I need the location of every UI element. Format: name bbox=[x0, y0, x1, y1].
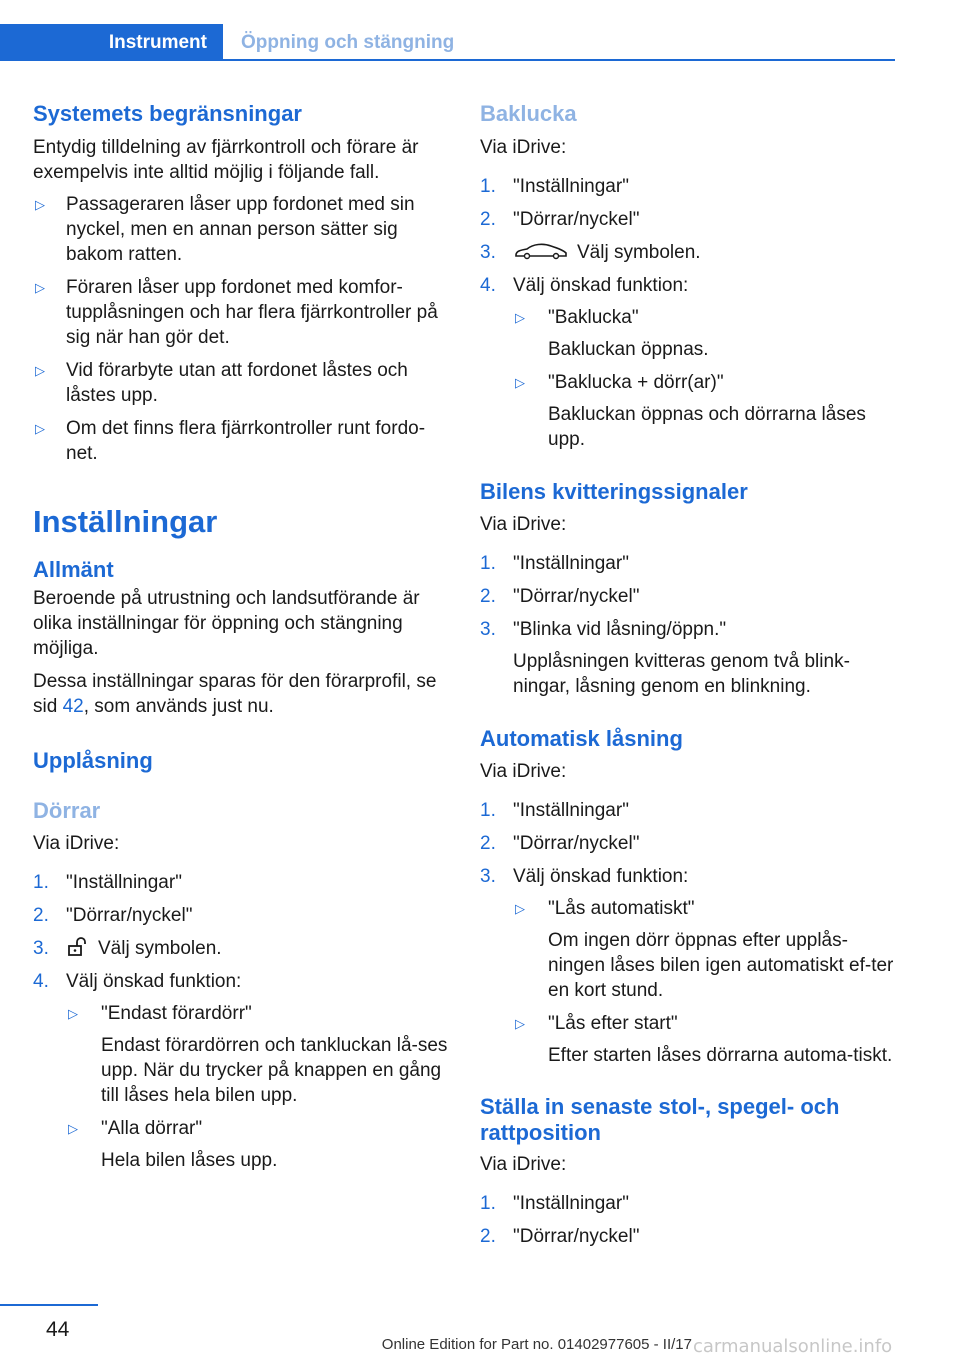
heading-doors: Dörrar bbox=[33, 798, 101, 823]
triangle-right-icon: ▷ bbox=[35, 197, 45, 212]
triangle-right-icon: ▷ bbox=[515, 1016, 525, 1031]
page-number: 44 bbox=[46, 1318, 70, 1341]
step-number: 3. bbox=[480, 242, 496, 263]
list-item bbox=[480, 551, 900, 576]
option-desc: Efter starten låses dörrarna automa-tiskt. bbox=[548, 1045, 893, 1066]
triangle-right-icon: ▷ bbox=[35, 280, 45, 295]
option-desc: Bakluckan öppnas. bbox=[548, 339, 709, 360]
via-idrive: Via iDrive: bbox=[480, 514, 567, 535]
option-title: "Lås automatiskt" bbox=[548, 898, 695, 919]
option-title: "Endast förardörr" bbox=[101, 1003, 252, 1024]
step-text: "Dörrar/nyckel" bbox=[66, 905, 193, 926]
position-steps bbox=[480, 1191, 900, 1249]
step-text: "Inställningar" bbox=[66, 872, 182, 893]
step-number: 4. bbox=[33, 971, 49, 992]
heading-general: Allmänt bbox=[33, 557, 114, 582]
triangle-right-icon: ▷ bbox=[68, 1121, 78, 1136]
step-number: 1. bbox=[480, 553, 496, 574]
trunk-steps bbox=[480, 174, 900, 452]
list-item bbox=[33, 870, 453, 895]
list-item-text: Vid förarbyte utan att fordonet låstes och låstes upp. bbox=[66, 360, 408, 406]
list-item-text: Passageraren låser upp fordonet med sin nyckel, men en annan person sätter sig bakom ratten. bbox=[66, 194, 415, 265]
list-item bbox=[480, 174, 900, 199]
list-item bbox=[480, 1191, 900, 1216]
list-item bbox=[480, 273, 900, 452]
edition-text: Online Edition for Part no. 01402977605 - II/17 bbox=[381, 1336, 692, 1353]
option-desc: Bakluckan öppnas och dörrarna låses upp. bbox=[548, 404, 866, 450]
option-desc: Om ingen dörr öppnas efter upplås-ningen låses bilen igen automatiskt ef-ter en kort stund. bbox=[548, 930, 894, 1001]
step-number: 1. bbox=[33, 872, 49, 893]
step-text: "Dörrar/nyckel" bbox=[513, 209, 640, 230]
list-item bbox=[480, 798, 900, 823]
text: Dessa inställningar sparas för den förarprofil, se sid bbox=[33, 671, 437, 717]
triangle-right-icon: ▷ bbox=[515, 310, 525, 325]
heading-position-memory: Ställa in senaste stol-, spegel- och rattposition bbox=[480, 1094, 840, 1145]
list-item bbox=[480, 584, 900, 609]
list-item bbox=[33, 192, 453, 267]
heading-unlocking: Upplåsning bbox=[33, 748, 153, 773]
step-number: 2. bbox=[480, 209, 496, 230]
step-desc: Upplåsningen kvitteras genom två blink-ningar, låsning genom en blinkning. bbox=[513, 651, 850, 697]
list-item-text: Föraren låser upp fordonet med komfor-tupplåsningen och har flera fjärrkontroller på sig när han gör det. bbox=[66, 277, 438, 348]
paragraph-general-2 bbox=[33, 669, 453, 719]
step-number: 1. bbox=[480, 800, 496, 821]
option-title: "Alla dörrar" bbox=[101, 1118, 203, 1139]
option-title: "Lås efter start" bbox=[548, 1013, 678, 1034]
signal-steps bbox=[480, 551, 900, 699]
door-options bbox=[66, 1001, 453, 1173]
limits-list bbox=[33, 192, 453, 466]
heading-trunk: Baklucka bbox=[480, 101, 577, 126]
step-text: "Dörrar/nyckel" bbox=[513, 833, 640, 854]
step-number: 4. bbox=[480, 275, 496, 296]
list-item bbox=[33, 358, 453, 408]
watermark: carmanualsonline.info bbox=[693, 1336, 893, 1357]
list-item bbox=[480, 1224, 900, 1249]
list-item bbox=[33, 936, 453, 961]
header-rule bbox=[0, 59, 895, 61]
step-number: 2. bbox=[480, 1226, 496, 1247]
heading-confirmation-signals: Bilens kvitteringssignaler bbox=[480, 479, 748, 504]
list-item bbox=[33, 969, 453, 1173]
step-text: Välj symbolen. bbox=[98, 938, 222, 959]
step-number: 1. bbox=[480, 1193, 496, 1214]
list-item bbox=[513, 1011, 900, 1068]
paragraph-general-1: Beroende på utrustning och landsutförande är olika inställningar för öppning och stängning möjliga. bbox=[33, 588, 420, 659]
triangle-right-icon: ▷ bbox=[35, 421, 45, 436]
list-item bbox=[480, 617, 900, 699]
list-item-text: Om det finns flera fjärrkontroller runt fordo-net. bbox=[66, 418, 426, 464]
list-item bbox=[480, 207, 900, 232]
step-text: Välj önskad funktion: bbox=[513, 866, 689, 887]
triangle-right-icon: ▷ bbox=[515, 375, 525, 390]
paragraph-system-limits: Entydig tilldelning av fjärrkontroll och förare är exempelvis inte alltid möjlig i följande fall. bbox=[33, 137, 419, 183]
via-idrive: Via iDrive: bbox=[480, 761, 567, 782]
step-text: "Inställningar" bbox=[513, 1193, 629, 1214]
step-number: 2. bbox=[480, 833, 496, 854]
heading-system-limits: Systemets begränsningar bbox=[33, 101, 302, 126]
via-idrive: Via iDrive: bbox=[480, 1154, 567, 1175]
option-desc: Hela bilen låses upp. bbox=[101, 1150, 278, 1171]
list-item bbox=[480, 831, 900, 856]
list-item bbox=[33, 416, 453, 466]
via-idrive: Via iDrive: bbox=[33, 833, 120, 854]
auto-options bbox=[513, 896, 900, 1068]
unlock-icon bbox=[66, 937, 90, 957]
list-item bbox=[33, 903, 453, 928]
step-number: 3. bbox=[33, 938, 49, 959]
step-text: Välj symbolen. bbox=[577, 242, 701, 263]
step-text: "Blinka vid låsning/öppn." bbox=[513, 619, 727, 640]
page-header bbox=[0, 0, 960, 62]
list-item bbox=[66, 1116, 453, 1173]
heading-automatic-locking: Automatisk låsning bbox=[480, 726, 683, 751]
step-number: 2. bbox=[33, 905, 49, 926]
tab-opening-closing[interactable]: Öppning och stängning bbox=[241, 31, 455, 53]
list-item bbox=[480, 240, 900, 265]
via-idrive: Via iDrive: bbox=[480, 137, 567, 158]
list-item bbox=[513, 370, 900, 452]
option-title: "Baklucka" bbox=[548, 307, 639, 328]
tab-instrument[interactable]: Instrument bbox=[0, 24, 223, 61]
list-item bbox=[66, 1001, 453, 1108]
auto-steps bbox=[480, 798, 900, 1068]
list-item bbox=[33, 275, 453, 350]
step-text: "Inställningar" bbox=[513, 553, 629, 574]
triangle-right-icon: ▷ bbox=[68, 1006, 78, 1021]
right-column bbox=[480, 100, 900, 1249]
list-item bbox=[513, 896, 900, 1003]
doors-steps bbox=[33, 870, 453, 1173]
step-number: 3. bbox=[480, 619, 496, 640]
step-number: 2. bbox=[480, 586, 496, 607]
option-desc: Endast förardörren och tankluckan lå-ses upp. När du trycker på knappen en gång till låses hela bilen upp. bbox=[101, 1035, 448, 1106]
left-column bbox=[33, 100, 453, 1173]
trunk-options bbox=[513, 305, 900, 452]
step-text: "Dörrar/nyckel" bbox=[513, 1226, 640, 1247]
option-title: "Baklucka + dörr(ar)" bbox=[548, 372, 724, 393]
list-item bbox=[513, 305, 900, 362]
step-number: 1. bbox=[480, 176, 496, 197]
footer-rule bbox=[0, 1304, 98, 1306]
step-text: Välj önskad funktion: bbox=[513, 275, 689, 296]
car-icon bbox=[513, 241, 569, 261]
text: , som används just nu. bbox=[83, 696, 274, 717]
heading-settings: Inställningar bbox=[33, 504, 218, 539]
step-text: "Dörrar/nyckel" bbox=[513, 586, 640, 607]
step-text: "Inställningar" bbox=[513, 176, 629, 197]
page-link[interactable]: 42 bbox=[62, 696, 84, 717]
triangle-right-icon: ▷ bbox=[35, 363, 45, 378]
step-text: "Inställningar" bbox=[513, 800, 629, 821]
step-number: 3. bbox=[480, 866, 496, 887]
step-text: Välj önskad funktion: bbox=[66, 971, 242, 992]
list-item bbox=[480, 864, 900, 1068]
triangle-right-icon: ▷ bbox=[515, 901, 525, 916]
